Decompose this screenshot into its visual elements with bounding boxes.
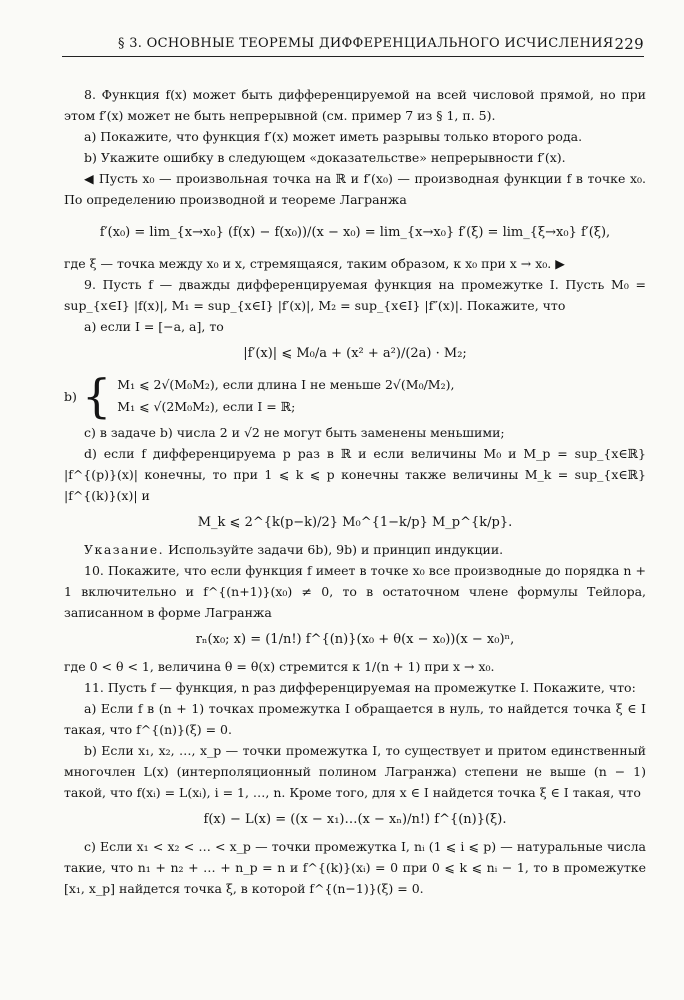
problem-11-intro: 11. Пусть f — функция, n раз дифференцируемая на промежутке I. Покажите, что: xyxy=(84,680,636,695)
problem-8-a: a) Покажите, что функция f′(x) может иметь разрывы только второго рода. xyxy=(84,129,583,144)
problem-8-intro: 8. Функция f(x) может быть дифференцируемой на всей числовой прямой, но при этом f′(x) может не быть непрерывной (см. пример 7 из § 1, п. 5). xyxy=(64,87,646,123)
problem-9-b-line-1: M₁ ⩽ 2√(M₀M₂), если длина I не меньше 2√(M₀/M₂), xyxy=(117,377,455,392)
page-number: 229 xyxy=(614,35,644,53)
problem-8-proof-end: где ξ — точка между x₀ и x, стремящаяся, таким образом, к x₀ при x → x₀. ▶ xyxy=(64,256,565,271)
problem-9-a: a) если I = [−a, a], то xyxy=(84,319,224,334)
problem-9-hint xyxy=(64,539,646,560)
problem-9-b-system xyxy=(64,369,646,423)
problem-10-formula: rₙ(x₀; x) = (1/n!) f^{(n)}(x₀ + θ(x − x₀))(x − x₀)ⁿ, xyxy=(195,632,515,647)
problem-9-d: d) если f дифференцируема p раз в ℝ и если величины M₀ и M_p = sup_{x∈ℝ} |f^{(p)}(x)| конечны, то при 1 ⩽ k ⩽ p конечны также величины M_k = sup_{x∈ℝ} |f^{(k)}(x)| и xyxy=(64,446,646,503)
problem-11-formula-b: f(x) − L(x) = ((x − x₁)…(x − xₙ)/n!) f^{(n)}(ξ). xyxy=(203,812,507,827)
section-title: § 3. ОСНОВНЫЕ ТЕОРЕМЫ ДИФФЕРЕНЦИАЛЬНОГО ИСЧИСЛЕНИЯ xyxy=(118,36,614,51)
problem-9-formula-d: M_k ⩽ 2^{k(p−k)/2} M₀^{1−k/p} M_p^{k/p}. xyxy=(197,515,513,530)
problem-9-intro: 9. Пусть f — дважды дифференцируемая функция на промежутке I. Пусть M₀ = sup_{x∈I} |f(x)|, M₁ = sup_{x∈I} |f′(x)|, M₂ = sup_{x∈I} |f″(x)|. Покажите, что xyxy=(64,277,646,313)
problem-8-proof-start: ◀ Пусть x₀ — произвольная точка на ℝ и f′(x₀) — производная функции f в точке x₀. По определению производной и теореме Лагранжа xyxy=(64,171,646,207)
problem-9-b-label: b) xyxy=(64,388,77,404)
curly-brace-icon: { xyxy=(82,369,112,423)
problem-11-a: a) Если f в (n + 1) точках промежутка I обращается в нуль, то найдется точка ξ ∈ I такая, что f^{(n)}(ξ) = 0. xyxy=(64,701,646,737)
header-rule xyxy=(62,56,644,57)
problem-8-b: b) Укажите ошибку в следующем «доказательстве» непрерывности f′(x). xyxy=(84,150,566,165)
problem-9-c: c) в задаче b) числа 2 и √2 не могут быть заменены меньшими; xyxy=(84,425,505,440)
problem-11-b: b) Если x₁, x₂, …, x_p — точки промежутка I, то существует и притом единственный многочлен L(x) (интерполяционный полином Лагранжа) степени не выше (n − 1) такой, что f(xᵢ) = L(xᵢ), i = 1, …, n. Кроме того, для x ∈ I найдется точка ξ ∈ I такая, что xyxy=(64,743,646,800)
problem-11-c: c) Если x₁ < x₂ < … < x_p — точки промежутка I, nᵢ (1 ⩽ i ⩽ p) — натуральные числа такие, что n₁ + n₂ + … + n_p = n и f^{(k)}(xᵢ) = 0 при 0 ⩽ k ⩽ nᵢ − 1, то в промежутке [x₁, x_p] найдется точка ξ, в которой f^{(n−1)}(ξ) = 0. xyxy=(64,839,646,896)
running-header xyxy=(62,36,644,56)
problem-8-formula: f′(x₀) = lim_{x→x₀} (f(x) − f(x₀))/(x − x₀) = lim_{x→x₀} f′(ξ) = lim_{ξ→x₀} f′(ξ), xyxy=(99,225,611,240)
page-body xyxy=(64,84,646,899)
problem-10-end: где 0 < θ < 1, величина θ = θ(x) стремится к 1/(n + 1) при x → x₀. xyxy=(64,659,495,674)
hint-text: Используйте задачи 6b), 9b) и принцип индукции. xyxy=(168,542,504,557)
problem-9-formula-a: |f′(x)| ⩽ M₀/a + (x² + a²)/(2a) · M₂; xyxy=(243,346,467,361)
problem-10-intro: 10. Покажите, что если функция f имеет в точке x₀ все производные до порядка n + 1 включительно и f^{(n+1)}(x₀) ≠ 0, то в остаточном члене формулы Тейлора, записанном в форме Лагранжа xyxy=(64,563,646,620)
hint-label: Указание. xyxy=(84,542,165,557)
problem-9-b-line-2: M₁ ⩽ √(2M₀M₂), если I = ℝ; xyxy=(117,399,296,414)
